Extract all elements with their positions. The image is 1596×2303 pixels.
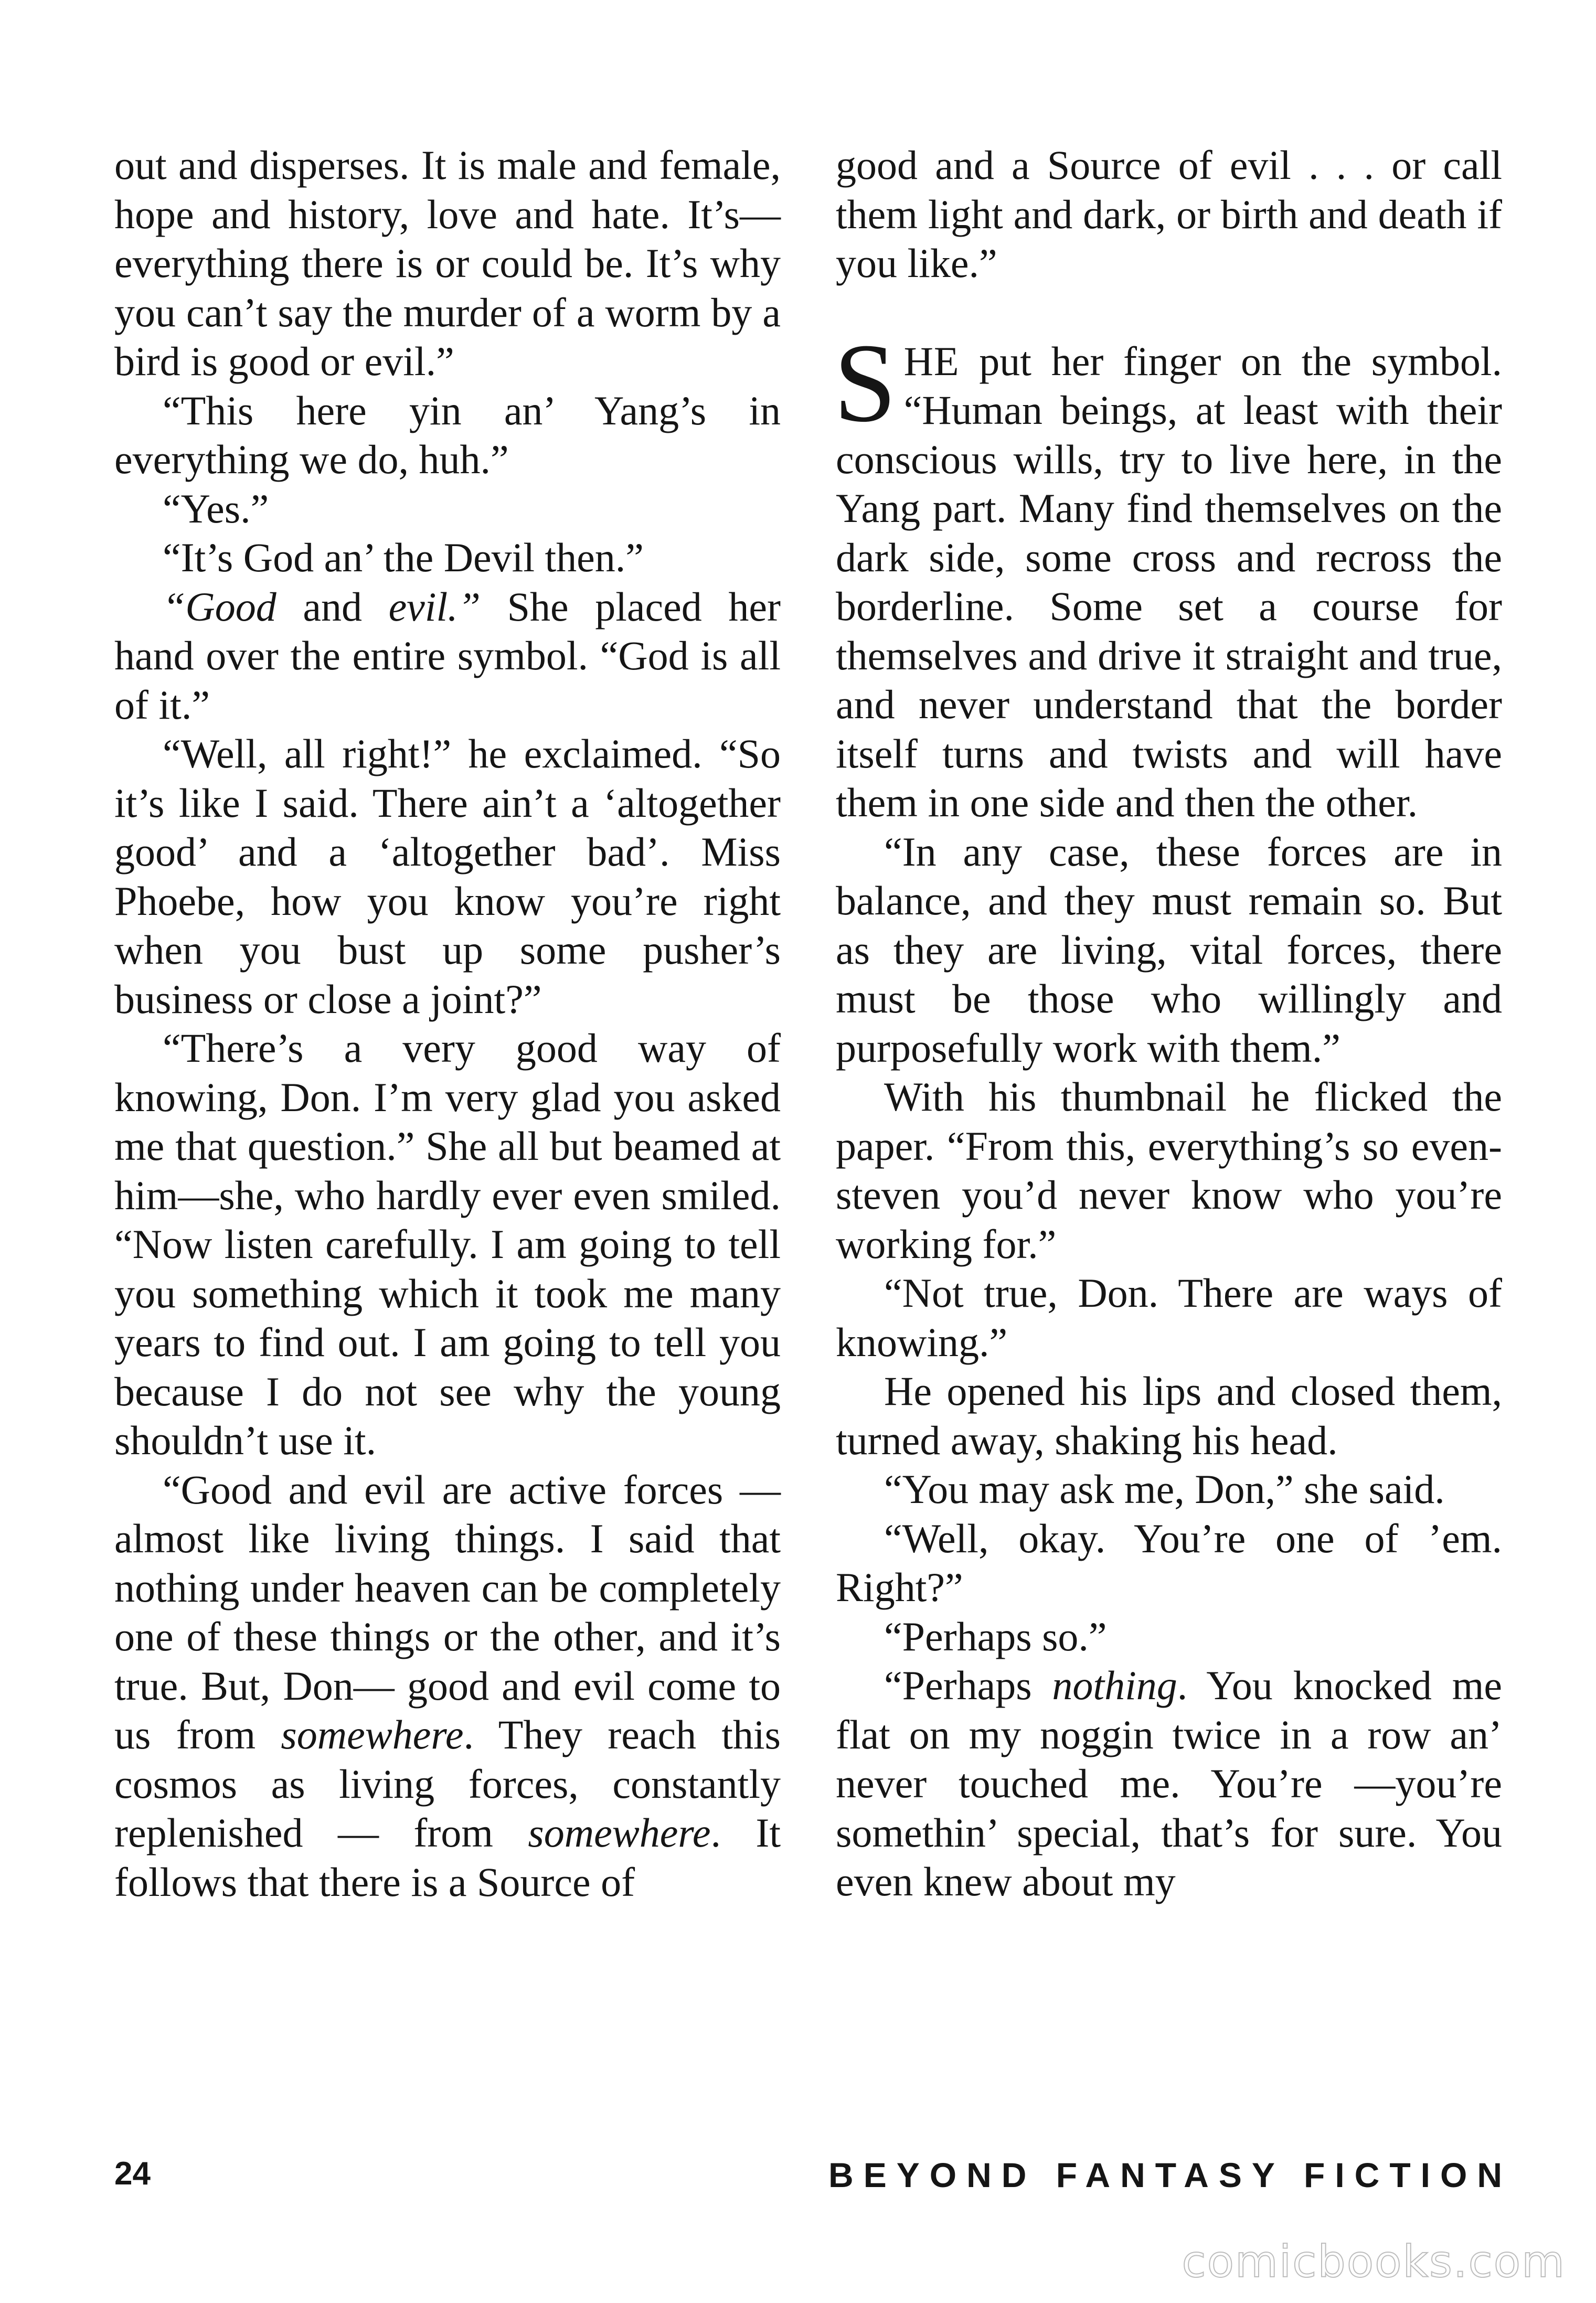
paragraph — [114, 582, 781, 730]
section-opening-paragraph — [834, 319, 1502, 827]
paragraph: With his thumbnail he flicked the paper. “From this, everything’s so even-steven you’d never know who you’re working for.” — [836, 1074, 1502, 1267]
paragraph: out and disperses. It is male and female, hope and history, love and hate. It’s—everything there is or could be. It’s why you can’t say the murder of a worm by a bird is good or evil.” — [114, 142, 781, 384]
text-run: . You knocked me flat on my noggin twice in a row an’ never touched me. You’re —you’re somethin’ special, that’s for sure. You even knew about my — [836, 1662, 1502, 1904]
paragraph: “In any case, these forces are in balance, and they must remain so. But as they are living, vital forces, there must be those who willingly and purposefully work with them.” — [836, 828, 1502, 1071]
italic-phrase: evil.” — [388, 583, 481, 630]
watermark: comicbooks.com — [1182, 2236, 1566, 2287]
text-run: . They reach this cosmos as living forces, constantly replenished — from — [114, 1712, 781, 1856]
text-run: “Good and evil are active forces —almost like living things. I said that nothing under heaven can be completely one of these things or the other, and it’s true. But, Don— good and evil come to us from — [114, 1466, 781, 1757]
paragraph: good and a Source of evil . . . or call them light and dark, or birth and death if you like.” — [836, 142, 1502, 286]
drop-cap: S — [834, 319, 897, 445]
text-run: and — [276, 583, 389, 630]
italic-phrase: “Good — [163, 583, 276, 630]
italic-word: somewhere — [281, 1712, 464, 1757]
paragraph: “It’s God an’ the Devil then.” — [163, 535, 644, 580]
text-run: put her finger on the symbol. “Human beings, at least with their conscious wills, try to live here, in the Yang part. Many find themselves on the dark side, some cross and recross the borderline. Some set a course for themselves and drive it straight and true, and never understand that the border itself turns and twists and will have them in one side and then the other. — [836, 338, 1502, 825]
paragraph: “Not true, Don. There are ways of knowing.” — [836, 1270, 1502, 1365]
paragraph — [114, 1465, 781, 1907]
running-title: BEYOND FANTASY FICTION — [828, 2156, 1512, 2194]
paragraph: “This here yin an’ Yang’s in everything we do, huh.” — [114, 387, 781, 482]
paragraph: “Yes.” — [163, 485, 269, 531]
italic-word: somewhere — [528, 1810, 711, 1856]
paragraph: “Well, okay. You’re one of ’em. Right?” — [836, 1515, 1502, 1610]
paragraph: “Well, all right!” he exclaimed. “So it’s like I said. There ain’t a ‘altogether good’ and a ‘altogether bad’. Miss Phoebe, how you know you’re right when you bust up some pusher’s business or close a joint?” — [114, 731, 781, 1022]
paragraph — [836, 1661, 1502, 1906]
page-footer — [114, 2155, 1512, 2202]
text-run: She placed her hand over the entire symbol. “God is all of it.” — [114, 583, 781, 728]
right-column — [836, 141, 1502, 1906]
paragraph: He opened his lips and closed them, turned away, shaking his head. — [836, 1368, 1502, 1463]
italic-word: nothing — [1052, 1662, 1177, 1708]
paragraph: “Perhaps so.” — [884, 1613, 1107, 1659]
text-run: “Perhaps — [884, 1662, 1052, 1708]
paragraph: “You may ask me, Don,” she said. — [884, 1466, 1445, 1512]
paragraph: “There’s a very good way of knowing, Don. I’m very glad you asked me that question.” She all but beamed at him—she, who hardly ever even smiled. “Now listen carefully. I am going to tell you something which it took me many years to find out. I am going to tell you because I do not see why the young shouldn’t use it. — [114, 1025, 781, 1463]
text-run: . It follows that there is a Source of — [114, 1810, 781, 1905]
left-column — [114, 141, 781, 1906]
page-number: 24 — [114, 2156, 151, 2192]
small-caps-word: HE — [903, 338, 960, 384]
